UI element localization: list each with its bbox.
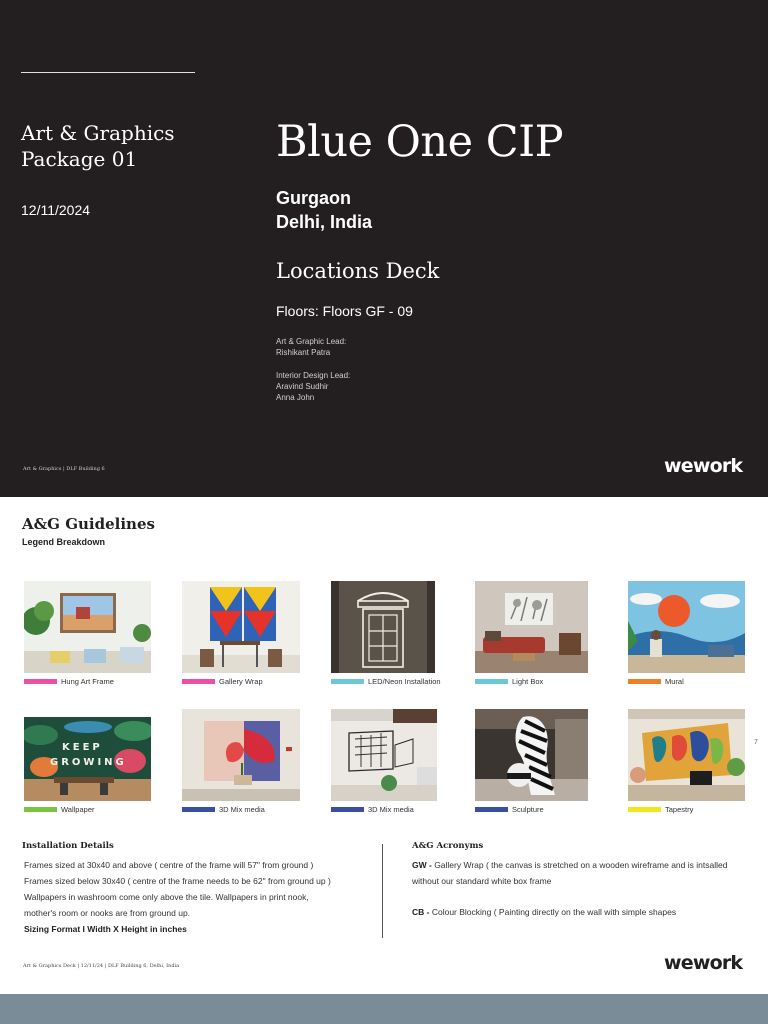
ag-lead-name: Rishikant Patra xyxy=(276,348,331,357)
installation-line-1: Frames sized at 30x40 and above ( centre of the frame will 57" from ground ) xyxy=(24,860,314,870)
hung-art-frame-photo xyxy=(24,581,151,673)
installation-details-title: Installation Details xyxy=(22,841,114,851)
legend-label: 3D Mix media xyxy=(219,804,265,814)
legend-label: Tapestry xyxy=(665,804,694,814)
wework-logo: wework xyxy=(664,952,743,974)
acronym-gw xyxy=(412,857,757,873)
legend-swatch xyxy=(628,679,661,684)
wallpaper-photo xyxy=(24,717,151,801)
guidelines-slide xyxy=(0,497,768,994)
legend-label: Gallery Wrap xyxy=(219,676,263,686)
installation-details-text xyxy=(24,857,374,937)
legend-label: Sculpture xyxy=(512,804,544,814)
legend-swatch xyxy=(24,679,57,684)
id-lead-name-1: Aravind Sudhir xyxy=(276,382,329,391)
acronym-gw-continued: without our standard white box frame xyxy=(412,876,552,886)
legend-swatch xyxy=(182,679,215,684)
cover-slide xyxy=(0,0,768,497)
acronym-gw-key: GW - xyxy=(412,860,432,870)
neon-installation-photo xyxy=(331,581,435,673)
section-divider xyxy=(382,844,383,938)
legend-label: Light Box xyxy=(512,676,544,686)
page-number: 7 xyxy=(754,739,758,746)
legend-label: LED/Neon Installation xyxy=(368,676,441,686)
acronym-gw-text: Gallery Wrap ( the canvas is stretched on a wooden wireframe and is intsalled xyxy=(431,860,728,870)
legend-swatch xyxy=(475,807,508,812)
sizing-format-note xyxy=(24,921,374,937)
legend-swatch xyxy=(24,807,57,812)
cover-divider xyxy=(21,72,195,73)
light-box-photo xyxy=(475,581,588,673)
package-title xyxy=(21,120,175,172)
mural-photo xyxy=(628,581,745,673)
svg-text:GROWING: GROWING xyxy=(50,757,127,768)
acronym-cb xyxy=(412,904,757,920)
legend-label: Hung Art Frame xyxy=(61,676,114,686)
cover-footer: Art & Graphics | DLF Building 6 xyxy=(23,466,105,472)
legend-swatch xyxy=(475,679,508,684)
legend-swatch xyxy=(628,807,661,812)
installation-line-2: Frames sized below 30x40 ( centre of the frame needs to be 62" from ground up ) xyxy=(24,876,331,886)
wework-logo: wework xyxy=(664,455,743,477)
mix-media-photo xyxy=(182,709,300,801)
guidelines-title: A&G Guidelines xyxy=(22,515,155,533)
legend-label: Wallpaper xyxy=(61,804,95,814)
project-location xyxy=(276,186,372,234)
gallery-wrap-photo xyxy=(182,581,300,673)
legend-swatch xyxy=(182,807,215,812)
deck-title: Locations Deck xyxy=(276,259,440,283)
cover-date: 12/11/2024 xyxy=(21,202,91,218)
acronym-cb-text: Colour Blocking ( Painting directly on the wall with simple shapes xyxy=(429,907,677,917)
legend-label: 3D Mix media xyxy=(368,804,414,814)
sizing-format-text: Sizing Format I Width X Height in inches xyxy=(24,924,187,934)
id-lead-name-2: Anna John xyxy=(276,393,315,402)
package-line-2: Package 01 xyxy=(21,147,138,171)
sculpture-photo xyxy=(475,709,588,801)
project-title: Blue One CIP xyxy=(276,117,564,167)
location-city: Gurgaon xyxy=(276,188,351,208)
guidelines-subtitle: Legend Breakdown xyxy=(22,537,106,547)
installation-line-3: Wallpapers in washroom come only above the tile. Wallpapers in print nook, xyxy=(24,892,309,902)
svg-text:KEEP: KEEP xyxy=(62,742,103,753)
next-slide-edge xyxy=(0,994,768,1024)
id-lead-label: Interior Design Lead: xyxy=(276,371,351,380)
floors-info: Floors: Floors GF - 09 xyxy=(276,303,413,319)
acronym-cb-key: CB - xyxy=(412,907,430,917)
acronyms-title: A&G Acronyms xyxy=(412,841,484,851)
package-line-1: Art & Graphics xyxy=(21,121,175,145)
installation-line-4: mother's room or nooks are from ground up. xyxy=(24,908,191,918)
location-region: Delhi, India xyxy=(276,212,373,232)
legend-label: Mural xyxy=(665,676,684,686)
legend-swatch xyxy=(331,679,364,684)
mix-media-wire-photo xyxy=(331,709,437,801)
legend-swatch xyxy=(331,807,364,812)
guidelines-footer: Art & Graphics Deck | 12/11/24 | DLF Building 6, Delhi, India xyxy=(23,963,180,969)
tapestry-photo xyxy=(628,709,745,801)
ag-lead-label: Art & Graphic Lead: xyxy=(276,337,347,346)
acronyms-text xyxy=(412,857,757,920)
